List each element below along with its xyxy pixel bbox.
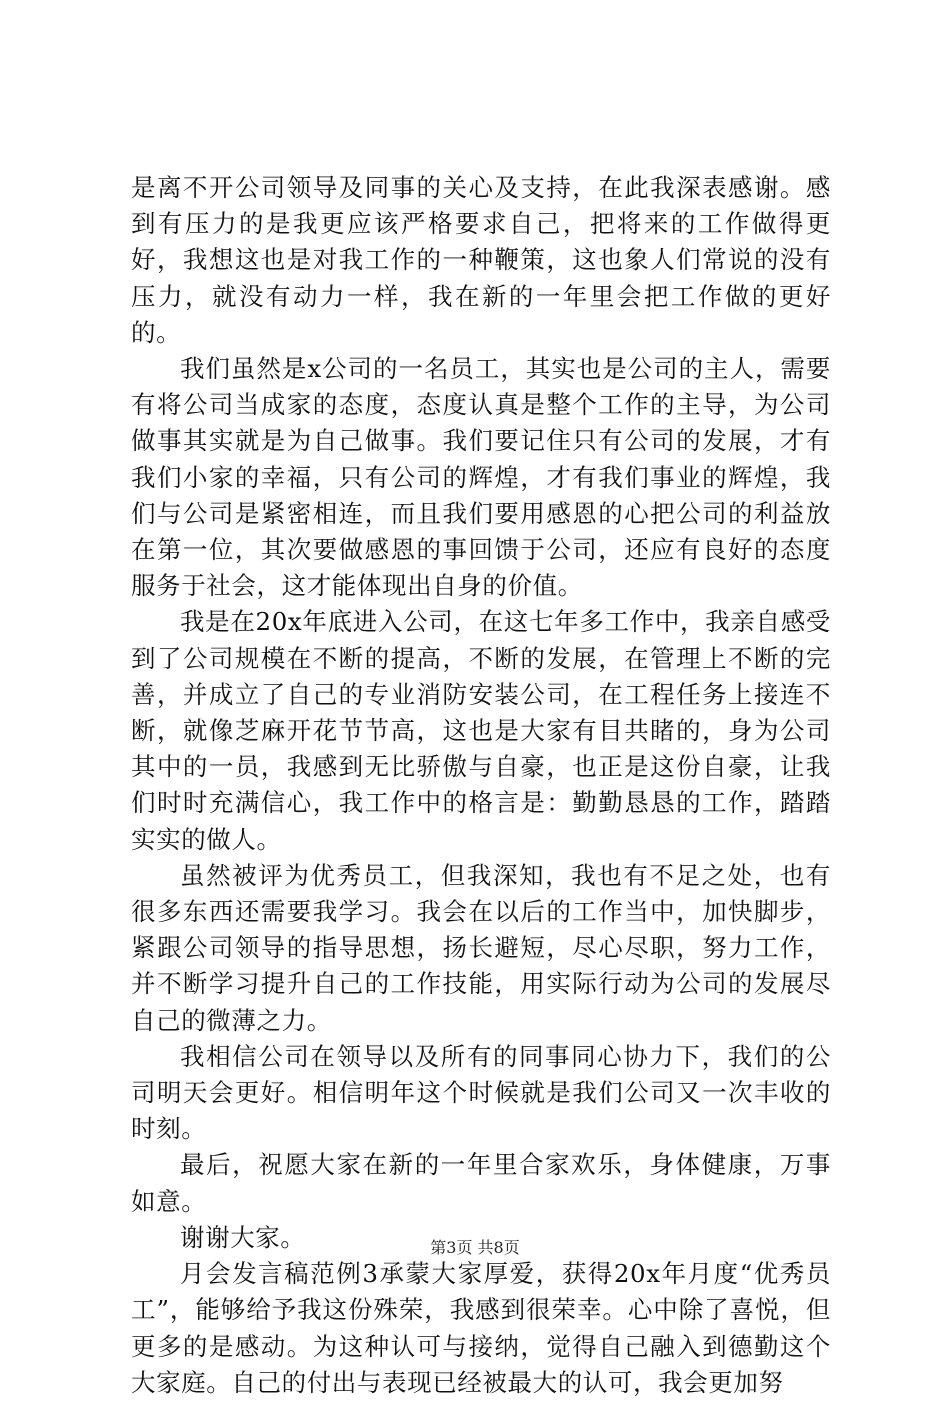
paragraph: 是离不开公司领导及同事的关心及支持，在此我深表感谢。感到有压力的是我更应该严格要求自己，把将来的工作做得更好，我想这也是对我工作的一种鞭策，这也象人们常说的没有压力，就没有动力一样，我在新的一年里会把工作做的更好的。 [131, 173, 831, 347]
paragraph: 我相信公司在领导以及所有的同事同心协力下，我们的公司明天会更好。相信明年这个时候就是我们公司又一次丰收的时刻。 [131, 1041, 831, 1144]
paragraph: 谢谢大家。 [180, 1222, 306, 1252]
paragraph: 月会发言稿范例3承蒙大家厚爱，获得20x年月度“优秀员工”，能够给予我这份殊荣，我感到很荣幸。心中除了喜悦，但更多的是感动。为这种认可与接纳，觉得自己融入到德勤这个大家庭。自己的付出与表现已经被最大的认可，我会更加努 [131, 1259, 831, 1397]
document-body [131, 170, 831, 1401]
paragraph: 我们虽然是x公司的一名员工，其实也是公司的主人，需要有将公司当成家的态度，态度认真是整个工作的主导，为公司做事其实就是为自己做事。我们要记住只有公司的发展，才有我们小家的幸福，只有公司的辉煌，才有我们事业的辉煌，我们与公司是紧密相连，而且我们要用感恩的心把公司的利益放在第一位，其次要做感恩的事回馈于公司，还应有良好的态度服务于社会，这才能体现出自身的价值。 [131, 354, 831, 601]
paragraph: 虽然被评为优秀员工，但我深知，我也有不足之处，也有很多东西还需要我学习。我会在以后的工作当中，加快脚步，紧跟公司领导的指导思想，扬长避短，尽心尽职，努力工作，并不断学习提升自己的工作技能，用实际行动为公司的发展尽自己的微薄之力。 [131, 860, 831, 1035]
page-number-footer: 第3页 共8页 [430, 1238, 520, 1257]
paragraph: 我是在20x年底进入公司，在这七年多工作中，我亲自感受到了公司规模在不断的提高，不断的发展，在管理上不断的完善，并成立了自己的专业消防安装公司，在工程任务上接连不断，就像芝麻开花节节高，这也是大家有目共睹的，身为公司其中的一员，我感到无比骄傲与自豪，也正是这份自豪，让我们时时充满信心，我工作中的格言是：勤勤恳恳的工作，踏踏实实的做人。 [131, 607, 831, 854]
paragraph: 最后，祝愿大家在新的一年里合家欢乐，身体健康，万事如意。 [131, 1150, 831, 1216]
